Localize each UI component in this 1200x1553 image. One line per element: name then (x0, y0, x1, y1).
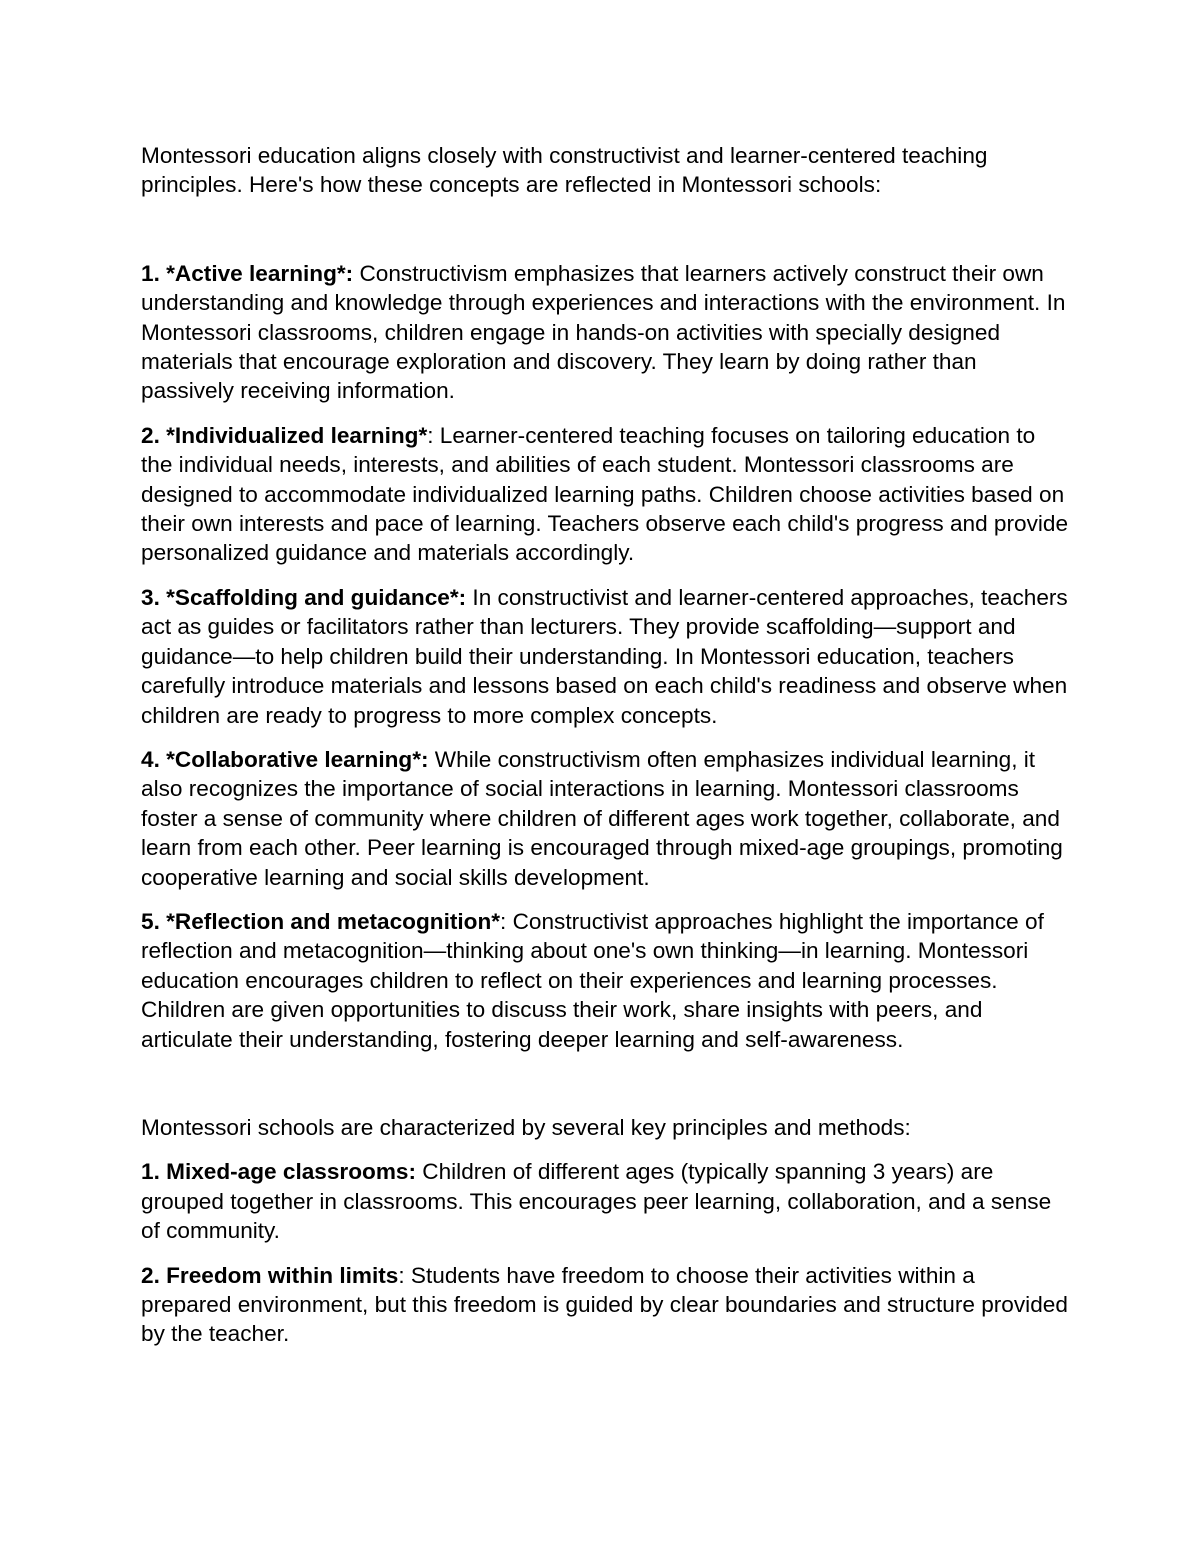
concept-heading: 5. *Reflection and metacognition* (141, 908, 501, 934)
concept-active-learning (141, 259, 1071, 406)
principle-text: : Students have freedom to choose their activities within a prepared environment, but this freedom is guided by clear boundaries and structure provided by the teacher. (141, 1262, 1068, 1347)
concept-text: : Constructivist approaches highlight the importance of reflection and metacognition—thinking about one's own thinking—in learning. Montessori education encourages children to reflect on their experiences and learning processes. Children are given opportunities to discuss their work, share insights with peers, and articulate their understanding, fostering deeper learning and self-awareness. (141, 908, 1044, 1052)
concept-individualized-learning (141, 421, 1071, 568)
concept-heading: 4. *Collaborative learning*: (141, 746, 429, 772)
principle-text: Children of different ages (typically spanning 3 years) are grouped together in classrooms. This encourages peer learning, collaboration, and a sense of community. (141, 1159, 1052, 1244)
concept-text: In constructivist and learner-centered approaches, teachers act as guides or facilitators rather than lecturers. They provide scaffolding—support and guidance—to help children build their understanding. In Montessori education, teachers carefully introduce materials and lessons based on each child's readiness and observe when children are ready to progress to more complex concepts. (141, 584, 1068, 728)
principle-heading: 1. Mixed-age classrooms: (141, 1159, 416, 1185)
intro-paragraph: Montessori education aligns closely with constructivist and learner-centered teaching principles. Here's how these concepts are reflected in Montessori schools: (141, 143, 988, 198)
principle-mixed-age-classrooms (141, 1157, 1071, 1245)
concept-text: Constructivism emphasizes that learners actively construct their own understanding and knowledge through experiences and interactions with the environment. In Montessori classrooms, children engage in hands-on activities with specially designed materials that encourage exploration and discovery. They learn by doing rather than passively receiving information. (141, 260, 1066, 404)
concept-reflection-metacognition (141, 907, 1071, 1054)
concept-heading: 1. *Active learning*: (141, 260, 354, 286)
document-page (141, 141, 1071, 1364)
concept-heading: 3. *Scaffolding and guidance*: (141, 584, 467, 610)
principles-intro-paragraph: Montessori schools are characterized by several key principles and methods: (141, 1114, 911, 1140)
concept-text: While constructivism often emphasizes individual learning, it also recognizes the importance of social interactions in learning. Montessori classrooms foster a sense of community where children of different ages work together, collaborate, and learn from each other. Peer learning is encouraged through mixed-age groupings, promoting cooperative learning and social skills development. (141, 746, 1063, 890)
principle-freedom-within-limits (141, 1261, 1071, 1349)
concept-heading: 2. *Individualized learning* (141, 422, 428, 448)
concept-scaffolding-guidance (141, 583, 1071, 730)
concept-collaborative-learning (141, 745, 1071, 892)
concept-text: : Learner-centered teaching focuses on tailoring education to the individual needs, interests, and abilities of each student. Montessori classrooms are designed to accommodate individualized learning paths. Children choose activities based on their own interests and pace of learning. Teachers observe each child's progress and provide personalized guidance and materials accordingly. (141, 422, 1069, 566)
principle-heading: 2. Freedom within limits (141, 1262, 399, 1288)
